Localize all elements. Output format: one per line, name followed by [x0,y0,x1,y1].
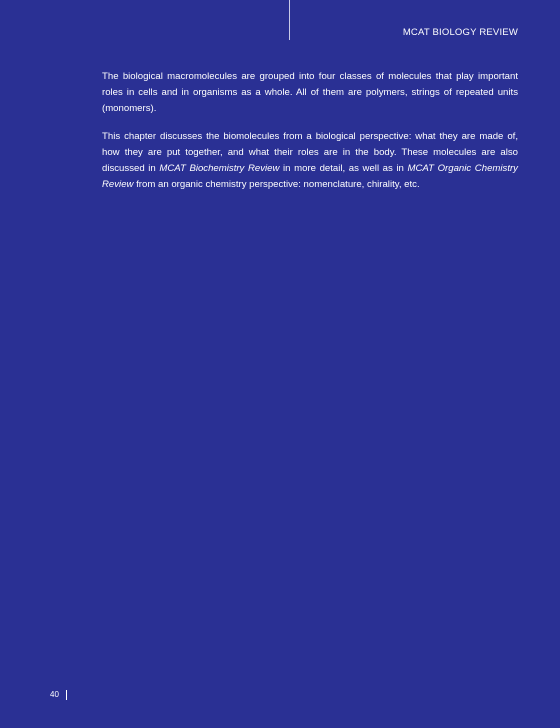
footer-divider [66,690,67,700]
paragraph-text: This chapter discusses the biomolecules from a biological perspective: what they are made of, how they are put together, and what their roles are in the body. These molecules are also discussed in [102,131,518,174]
paragraph-intro: The biological macromolecules are grouped into four classes of molecules that play important roles in cells and in organisms as a whole. All of them are polymers, strings of repeated units (monomers). [102,71,518,114]
paragraph-chapter-overview [102,129,518,193]
book-title-biochemistry: MCAT Biochemistry Review [159,163,280,174]
header-divider [289,0,290,40]
book-title-organic-chemistry: MCAT Organic Chemistry Review [102,163,518,190]
page-number: 40 [50,690,59,699]
running-head: MCAT BIOLOGY REVIEW [402,27,518,38]
body-text [102,69,518,205]
paragraph-text: from an organic chemistry perspective: nomenclature, chirality, etc. [133,179,420,190]
paragraph-text: in more detail, as well as in [279,163,408,174]
